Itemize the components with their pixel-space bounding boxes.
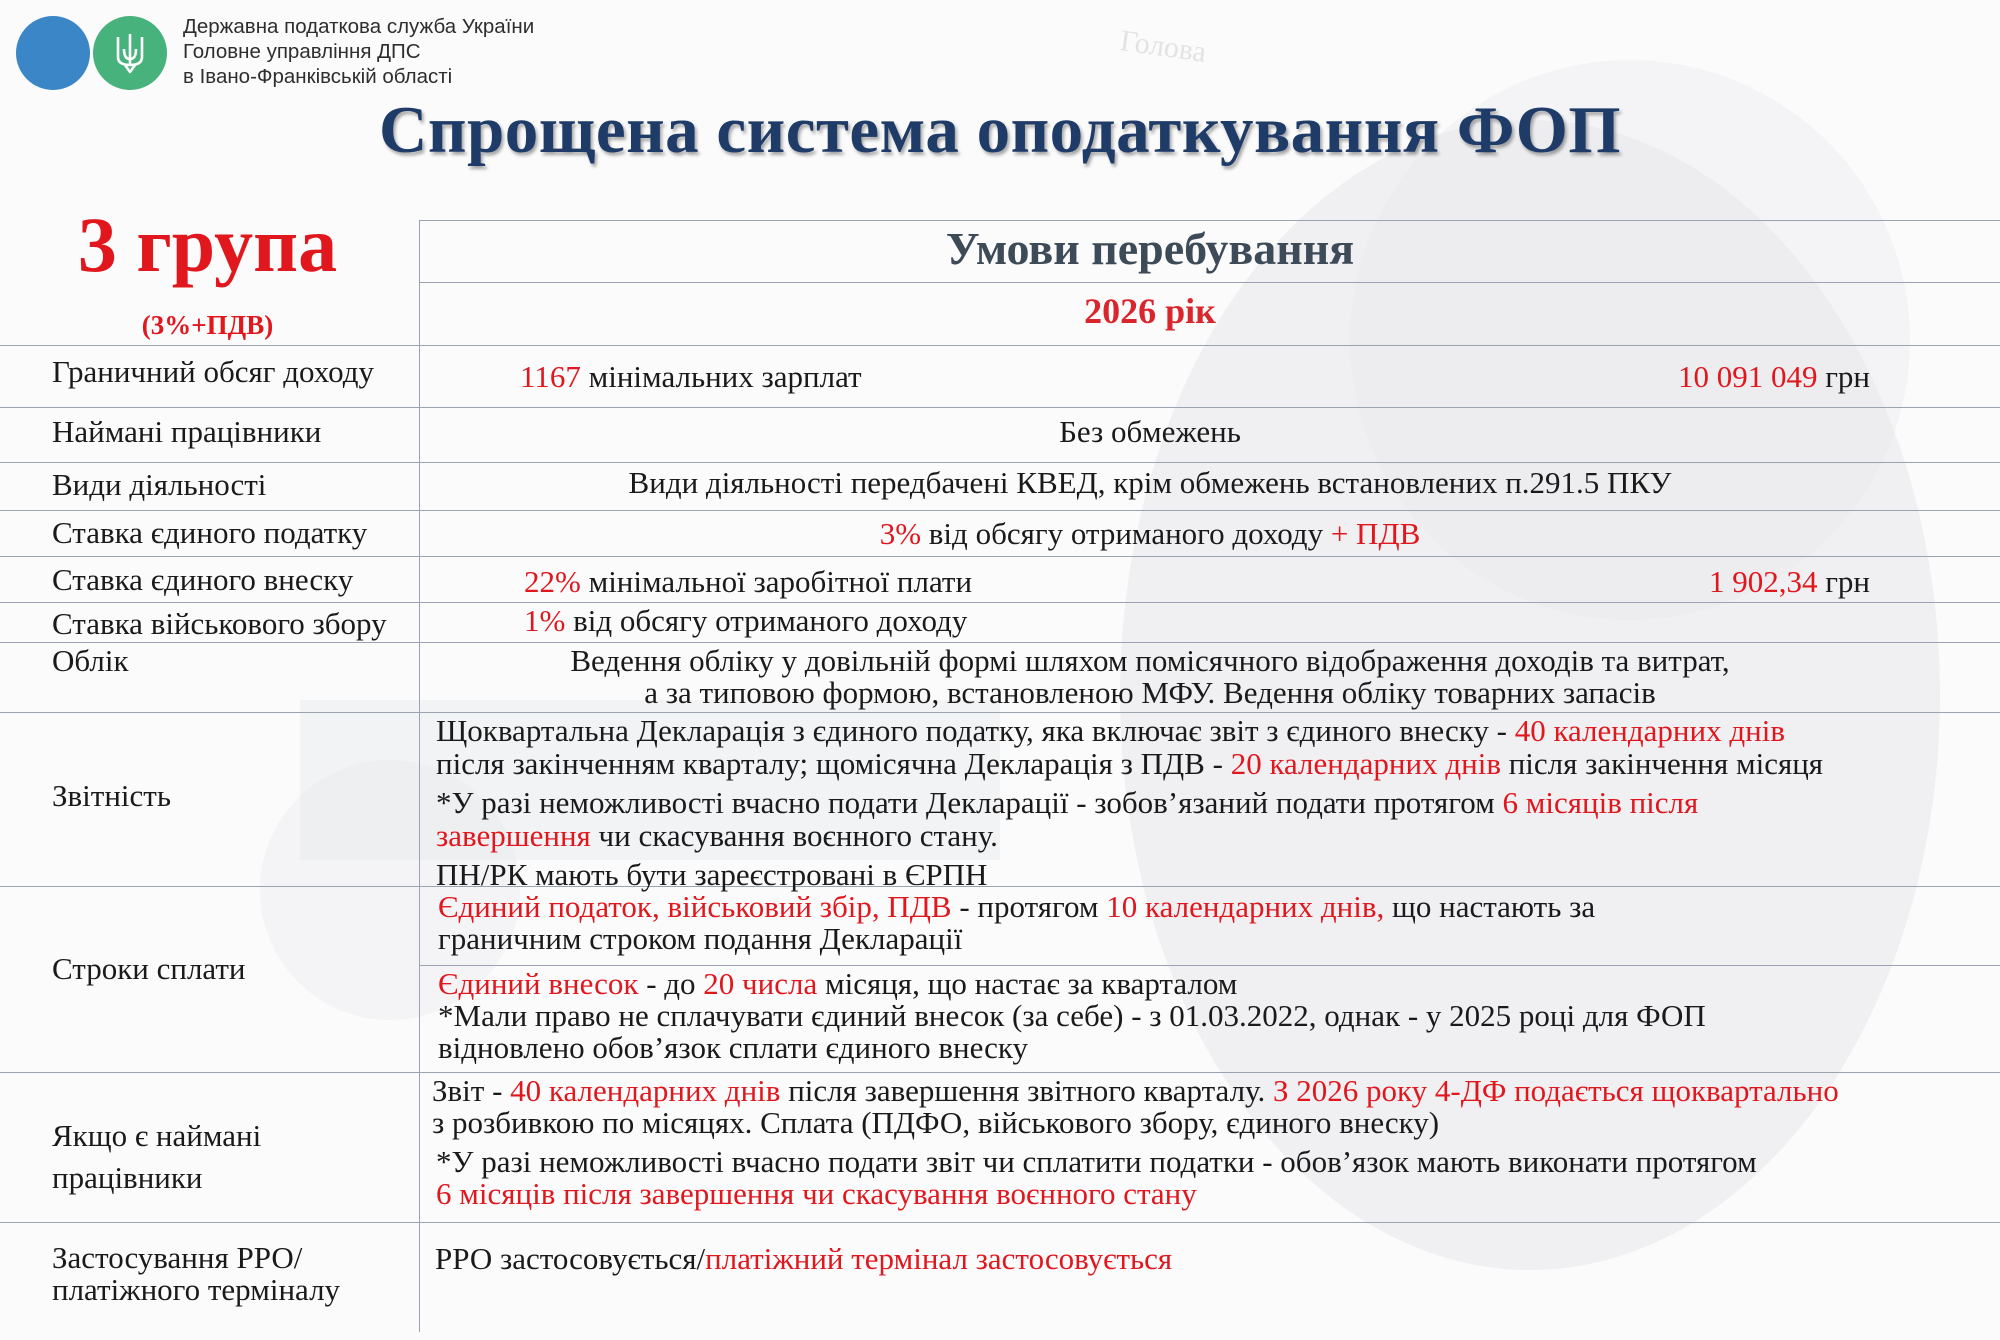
- label-reporting: Звітність: [52, 778, 171, 813]
- label-single-tax-rate: Ставка єдиного податку: [52, 515, 368, 550]
- reporting-line-5: ПН/РК мають бути зареєстровані в ЄРПН: [436, 857, 988, 892]
- payment-line-1: Єдиний податок, військовий збір, ПДВ - протягом 10 календарних днів, що настають за: [438, 889, 1596, 924]
- label-rro-terminal: [52, 1242, 340, 1306]
- accounting-line-2: а за типовою формою, встановленою МФУ. Ведення обліку товарних запасів: [644, 675, 1656, 710]
- label-accounting: Облік: [52, 643, 129, 678]
- group-title: 3 група: [77, 201, 338, 288]
- divider: [419, 220, 2000, 221]
- hired-line-3: *У разі неможливості вчасно подати звіт чи сплатити податки - обов’язок мають виконати протягом: [436, 1144, 1757, 1179]
- income-wages-text: мінімальних зарплат: [580, 359, 862, 394]
- organization-name: [183, 14, 534, 89]
- hired-label-line-1: Якщо є наймані: [52, 1118, 262, 1153]
- hired-line-1: Звіт - 40 календарних днів після завершення звітного кварталу. З 2026 року 4-ДФ подається щоквартально: [432, 1073, 1839, 1108]
- watermark-text: Голова: [1118, 24, 1209, 69]
- reporting-line-3: *У разі неможливості вчасно подати Декларації - зобов’язаний подати протягом 6 місяців після: [436, 785, 1699, 820]
- military-text: від обсягу отриманого доходу: [565, 603, 968, 638]
- rro-label-line-1: Застосування РРО/: [52, 1240, 303, 1275]
- value-military-levy: [524, 605, 967, 637]
- tax-service-logo: [16, 16, 90, 90]
- single-tax-vat: + ПДВ: [1330, 516, 1421, 551]
- value-activity: Види діяльності передбачені КВЕД, крім обмежень встановлених п.291.5 ПКУ: [628, 465, 1672, 500]
- column-divider: [419, 220, 420, 1332]
- payment-line-2: граничним строком подання Декларації: [438, 921, 963, 956]
- payment-line-3: Єдиний внесок - до 20 числа місяця, що настає за кварталом: [438, 966, 1238, 1001]
- conditions-header: Умови перебування: [945, 223, 1355, 274]
- military-percent: 1%: [524, 603, 566, 638]
- terminal-applied: платіжний термінал застосовується: [705, 1241, 1173, 1276]
- value-employees: Без обмежень: [1059, 414, 1241, 449]
- label-income-limit: Граничний обсяг доходу: [52, 354, 374, 389]
- divider: [0, 510, 2000, 511]
- divider: [419, 282, 2000, 283]
- value-accounting: [420, 645, 1880, 709]
- contribution-currency: грн: [1817, 564, 1870, 599]
- divider: [0, 407, 2000, 408]
- reporting-line-4: завершення чи скасування воєнного стану.: [436, 818, 998, 853]
- org-line-1: Державна податкова служба України: [183, 15, 535, 38]
- value-rro-terminal: [435, 1243, 1172, 1275]
- payment-line-4: *Мали право не сплачувати єдиний внесок (за себе) - з 01.03.2022, однак - у 2025 році для ФОП: [438, 998, 1706, 1033]
- divider: [0, 556, 2000, 557]
- label-activity: Види діяльності: [52, 467, 267, 502]
- logos: [16, 12, 176, 92]
- hired-line-2: з розбивкою по місяцях. Сплата (ПДФО, військового збору, єдиного внеску): [432, 1105, 1440, 1140]
- divider: [0, 345, 2000, 346]
- year-header: 2026 рік: [1084, 291, 1216, 331]
- rro-label-line-2: платіжного терміналу: [52, 1272, 341, 1307]
- hired-label-line-2: працівники: [52, 1160, 203, 1195]
- value-if-hired-employees: [432, 1075, 1839, 1210]
- org-line-2: Головне управління ДПС: [183, 40, 421, 63]
- trident-emblem-icon: [93, 16, 167, 90]
- page-title: Спрощена система оподаткування ФОП: [379, 93, 1621, 167]
- label-if-hired-employees: [52, 1115, 261, 1199]
- label-payment-terms: Строки сплати: [52, 951, 246, 986]
- group-subtitle: (3%+ПДВ): [141, 310, 274, 340]
- divider: [0, 462, 2000, 463]
- value-contribution-rate: [524, 566, 972, 598]
- income-amount: 10 091 049: [1677, 359, 1818, 394]
- contribution-percent: 22%: [524, 564, 581, 599]
- reporting-line-2: після закінченням кварталу; щомісячна Декларація з ПДВ - 20 календарних днів після закінчення місяця: [436, 746, 1824, 781]
- org-line-3: в Івано-Франківській області: [183, 65, 453, 88]
- accounting-line-1: Ведення обліку у довільній формі шляхом помісячного відображення доходів та витрат,: [570, 643, 1730, 678]
- contribution-amount: 1 902,34: [1708, 564, 1818, 599]
- contribution-text: мінімальної заробітної плати: [580, 564, 973, 599]
- value-contribution-amount: [1709, 566, 1870, 598]
- divider: [0, 1222, 2000, 1223]
- income-wages-count: 1167: [520, 359, 581, 394]
- single-tax-percent: 3%: [879, 516, 922, 551]
- income-currency: грн: [1817, 359, 1870, 394]
- divider: [0, 602, 2000, 603]
- reporting-line-1: Щоквартальна Декларація з єдиного податку, яка включає звіт з єдиного внеску - 40 календарних днів: [436, 713, 1785, 748]
- hired-line-4: 6 місяців після завершення чи скасування воєнного стану: [436, 1176, 1197, 1211]
- value-payment-terms-1: [438, 891, 1595, 955]
- label-military-levy: Ставка військового збору: [52, 606, 387, 641]
- rro-applied: РРО застосовується/: [435, 1241, 706, 1276]
- single-tax-text: від обсягу отриманого доходу: [921, 516, 1331, 551]
- value-payment-terms-2: [438, 968, 1706, 1064]
- value-income-wages: [520, 361, 862, 393]
- value-single-tax-rate: [420, 518, 1880, 550]
- label-employees: Наймані працівники: [52, 414, 322, 449]
- value-income-uah: [1678, 361, 1870, 393]
- payment-line-5: відновлено обов’язок сплати єдиного внеску: [438, 1030, 1029, 1065]
- value-reporting: [436, 714, 1823, 891]
- label-single-contribution-rate: Ставка єдиного внеску: [52, 562, 354, 597]
